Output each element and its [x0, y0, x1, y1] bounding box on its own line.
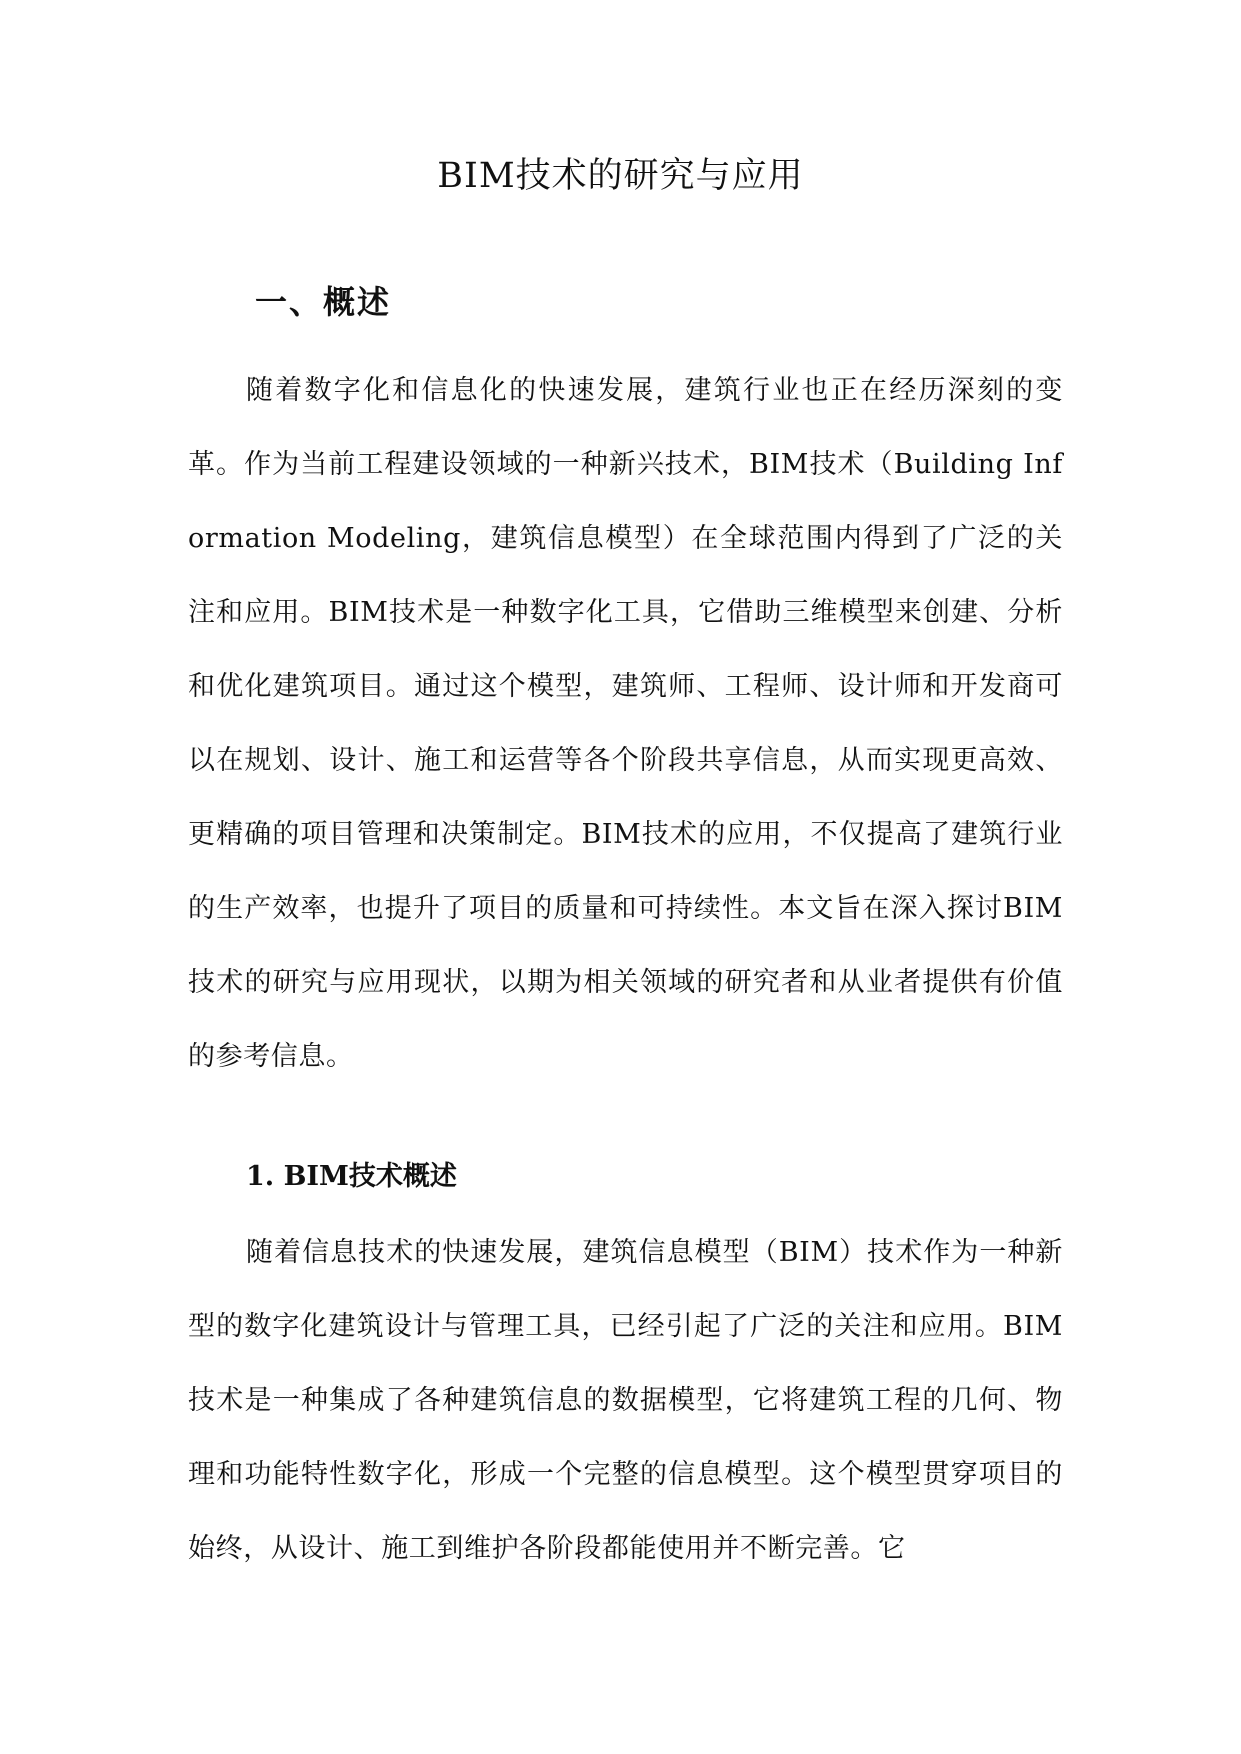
- section-heading-overview: 一、概述: [255, 283, 392, 321]
- overview-paragraph: 随着数字化和信息化的快速发展，建筑行业也正在经历深刻的变革。作为当前工程建设领域的一种新兴技术，BIM技术（Building Information Modeling，建筑信息模型）在全球范围内得到了广泛的关注和应用。BIM技术是一种数字化工具，它借助三维模型来创建、分析和优化建筑项目。通过这个模型，建筑师、工程师、设计师和开发商可以在规划、设计、施工和运营等各个阶段共享信息，从而实现更高效、更精确的项目管理和决策制定。BIM技术的应用，不仅提高了建筑行业的生产效率，也提升了项目的质量和可持续性。本文旨在深入探讨BIM技术的研究与应用现状，以期为相关领域的研究者和从业者提供有价值的参考信息。: [188, 375, 1063, 1072]
- bim-overview-paragraph: 随着信息技术的快速发展，建筑信息模型（BIM）技术作为一种新型的数字化建筑设计与管理工具，已经引起了广泛的关注和应用。BIM技术是一种集成了各种建筑信息的数据模型，它将建筑工程的几何、物理和功能特性数字化，形成一个完整的信息模型。这个模型贯穿项目的始终，从设计、施工到维护各阶段都能使用并不断完善。它: [188, 1237, 1063, 1564]
- subsection-heading-bim-overview: 1. BIM技术概述: [246, 1161, 457, 1192]
- document-title: BIM技术的研究与应用: [437, 156, 804, 196]
